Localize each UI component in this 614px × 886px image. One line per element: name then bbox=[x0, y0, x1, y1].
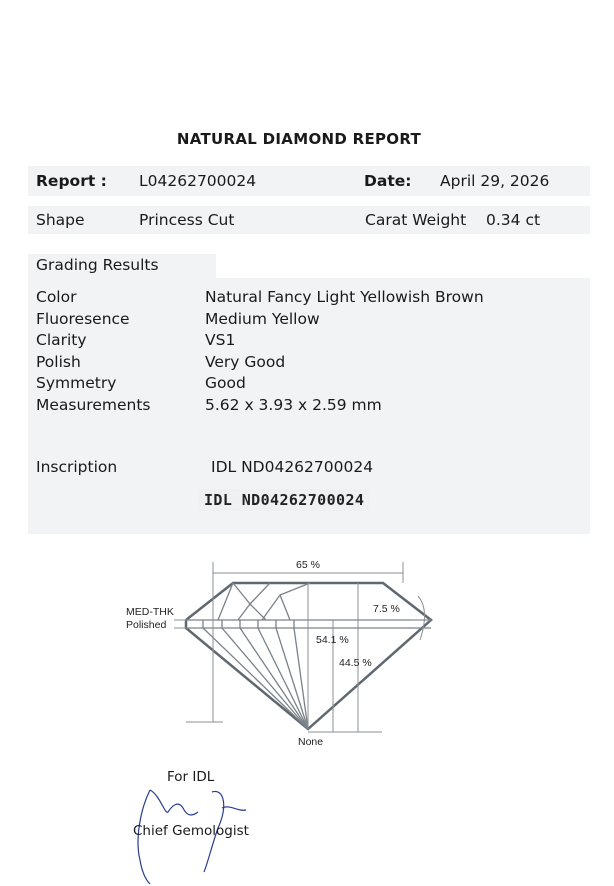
grade-value-polish: Very Good bbox=[205, 352, 286, 371]
grade-value-symmetry: Good bbox=[205, 374, 246, 392]
grade-value-color: Natural Fancy Light Yellowish Brown bbox=[205, 288, 484, 306]
date-value: April 29, 2026 bbox=[440, 172, 550, 190]
crown-angle-percentage: 7.5 % bbox=[373, 603, 400, 615]
grade-label-symmetry: Symmetry bbox=[36, 374, 117, 392]
pavilion-depth-percentage: 44.5 % bbox=[339, 657, 372, 669]
date-label: Date: bbox=[364, 172, 412, 190]
grade-label-fluorescence: Fluoresence bbox=[36, 309, 130, 328]
grade-label-measurements: Measurements bbox=[36, 395, 151, 414]
girdle-finish-label: Polished bbox=[126, 619, 167, 631]
inscription-value: IDL ND04262700024 bbox=[211, 458, 374, 476]
inscription-image: IDL ND04262700024 bbox=[198, 489, 370, 511]
culet-label: None bbox=[298, 736, 324, 748]
carat-label: Carat Weight bbox=[365, 211, 467, 229]
grade-value-measurements: 5.62 x 3.93 x 2.59 mm bbox=[205, 395, 382, 414]
grade-label-clarity: Clarity bbox=[36, 331, 87, 349]
shape-value: Princess Cut bbox=[139, 211, 235, 229]
table-percentage: 65 % bbox=[296, 559, 320, 571]
grading-section-title: Grading Results bbox=[36, 256, 159, 274]
grade-value-clarity: VS1 bbox=[205, 331, 236, 349]
report-title: NATURAL DIAMOND REPORT bbox=[176, 130, 422, 148]
total-depth-percentage: 54.1 % bbox=[316, 634, 349, 646]
report-number: L04262700024 bbox=[139, 172, 257, 190]
girdle-thickness-label: MED-THK bbox=[126, 606, 174, 618]
grade-value-fluorescence: Medium Yellow bbox=[205, 309, 320, 328]
signatory-role: Chief Gemologist bbox=[133, 823, 249, 839]
grade-label-polish: Polish bbox=[36, 352, 81, 371]
carat-value: 0.34 ct bbox=[486, 211, 541, 229]
grade-label-color: Color bbox=[36, 288, 77, 306]
for-idl-text: For IDL bbox=[167, 769, 215, 785]
report-label: Report : bbox=[36, 172, 107, 190]
inscription-label: Inscription bbox=[36, 458, 118, 476]
shape-label: Shape bbox=[36, 211, 85, 229]
